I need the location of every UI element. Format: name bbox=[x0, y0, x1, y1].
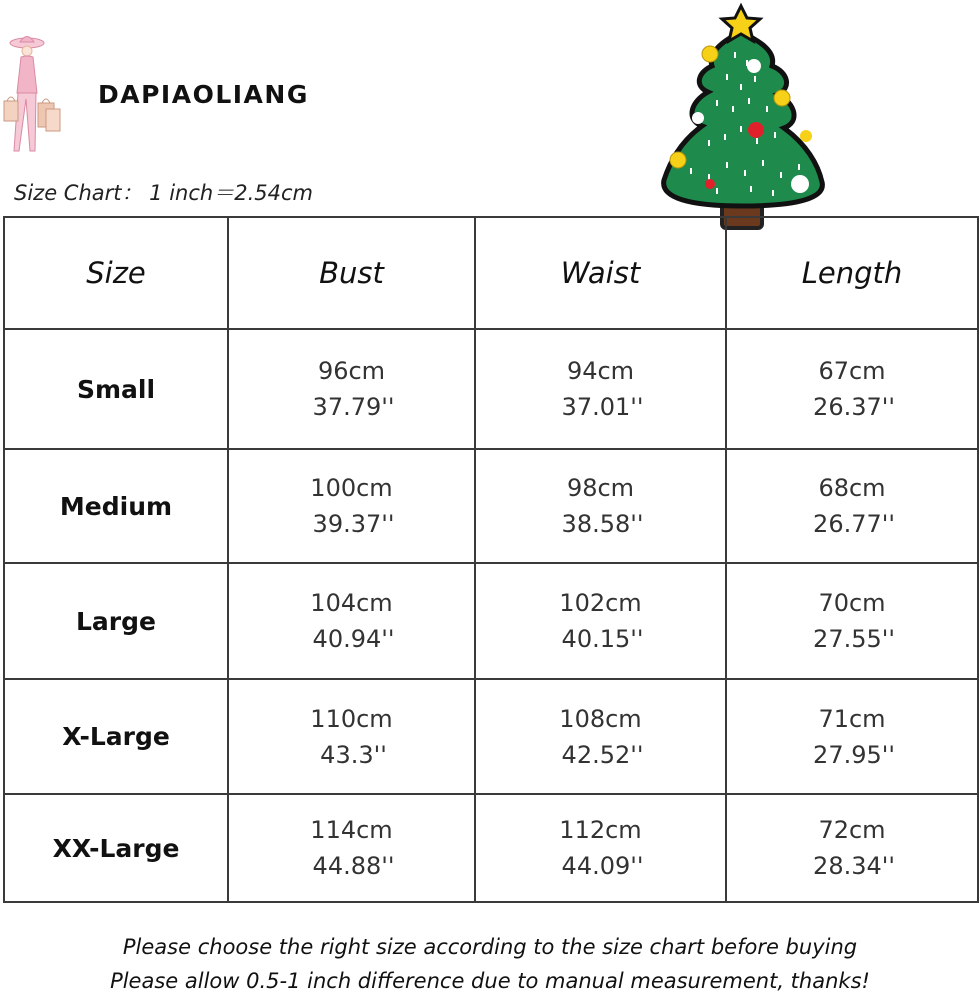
waist-cm: 98cm bbox=[566, 474, 635, 502]
bust-cm: 114cm bbox=[310, 816, 393, 844]
bust-inch: 44.88'' bbox=[312, 852, 395, 880]
length-cell bbox=[726, 449, 978, 563]
waist-cell bbox=[475, 794, 726, 902]
length-inch: 28.34'' bbox=[813, 852, 895, 880]
brand-name: DAPIAOLIANG bbox=[98, 80, 309, 109]
length-inch: 26.77'' bbox=[813, 510, 895, 538]
waist-cell bbox=[475, 329, 726, 449]
header-size: Size bbox=[4, 217, 228, 329]
length-cm: 70cm bbox=[818, 589, 886, 617]
bust-cm: 96cm bbox=[317, 357, 386, 385]
shopping-woman-logo bbox=[0, 33, 66, 158]
bust-cm: 100cm bbox=[310, 474, 393, 502]
bust-inch: 43.3'' bbox=[320, 740, 387, 769]
bust-cell bbox=[228, 329, 475, 449]
waist-inch: 44.09'' bbox=[561, 852, 644, 880]
waist-inch: 42.52'' bbox=[561, 740, 644, 769]
length-cm: 67cm bbox=[818, 357, 886, 385]
waist-cell bbox=[475, 449, 726, 563]
waist-inch: 38.58'' bbox=[561, 510, 644, 538]
size-label: Large bbox=[4, 563, 228, 679]
bust-cm: 110cm bbox=[310, 704, 393, 733]
waist-cm: 108cm bbox=[559, 704, 642, 733]
waist-cell bbox=[475, 563, 726, 679]
length-cell bbox=[726, 794, 978, 902]
waist-cell bbox=[475, 679, 726, 794]
size-conversion-note: Size Chart： 1 inch＝2.54cm bbox=[14, 181, 313, 205]
note-line: Please choose the right size according to the size chart before buying bbox=[122, 935, 858, 959]
bust-cm: 104cm bbox=[310, 589, 393, 617]
size-label: X-Large bbox=[4, 679, 228, 794]
length-cm: 72cm bbox=[818, 816, 886, 844]
waist-cm: 102cm bbox=[559, 589, 642, 617]
waist-inch: 37.01'' bbox=[561, 393, 644, 421]
size-chart-table bbox=[3, 216, 979, 903]
header-bust: Bust bbox=[228, 217, 475, 329]
bust-cell bbox=[228, 449, 475, 563]
length-cell bbox=[726, 679, 978, 794]
length-inch: 27.55'' bbox=[813, 625, 895, 653]
bust-inch: 40.94'' bbox=[312, 625, 395, 653]
table-row bbox=[4, 563, 978, 679]
waist-cm: 94cm bbox=[566, 357, 635, 385]
bust-inch: 39.37'' bbox=[312, 510, 395, 538]
bust-cell bbox=[228, 679, 475, 794]
bust-inch: 37.79'' bbox=[312, 393, 395, 421]
note-line: Please allow 0.5-1 inch difference due to manual measurement, thanks! bbox=[110, 969, 870, 993]
table-row bbox=[4, 794, 978, 902]
table-row bbox=[4, 329, 978, 449]
length-cell bbox=[726, 563, 978, 679]
length-inch: 26.37'' bbox=[813, 393, 895, 421]
header-length: Length bbox=[726, 217, 978, 329]
bust-cell bbox=[228, 563, 475, 679]
waist-inch: 40.15'' bbox=[561, 625, 644, 653]
size-label: Medium bbox=[4, 449, 228, 563]
size-label: XX-Large bbox=[4, 794, 228, 902]
header-waist: Waist bbox=[475, 217, 726, 329]
size-advice-notes bbox=[0, 930, 980, 998]
length-cm: 68cm bbox=[818, 474, 886, 502]
christmas-tree-icon bbox=[650, 2, 832, 232]
waist-cm: 112cm bbox=[559, 816, 642, 844]
table-row bbox=[4, 679, 978, 794]
size-label: Small bbox=[4, 329, 228, 449]
length-cm: 71cm bbox=[818, 704, 886, 733]
table-row bbox=[4, 449, 978, 563]
length-inch: 27.95'' bbox=[813, 740, 895, 769]
length-cell bbox=[726, 329, 978, 449]
table-header-row bbox=[4, 217, 978, 329]
bust-cell bbox=[228, 794, 475, 902]
